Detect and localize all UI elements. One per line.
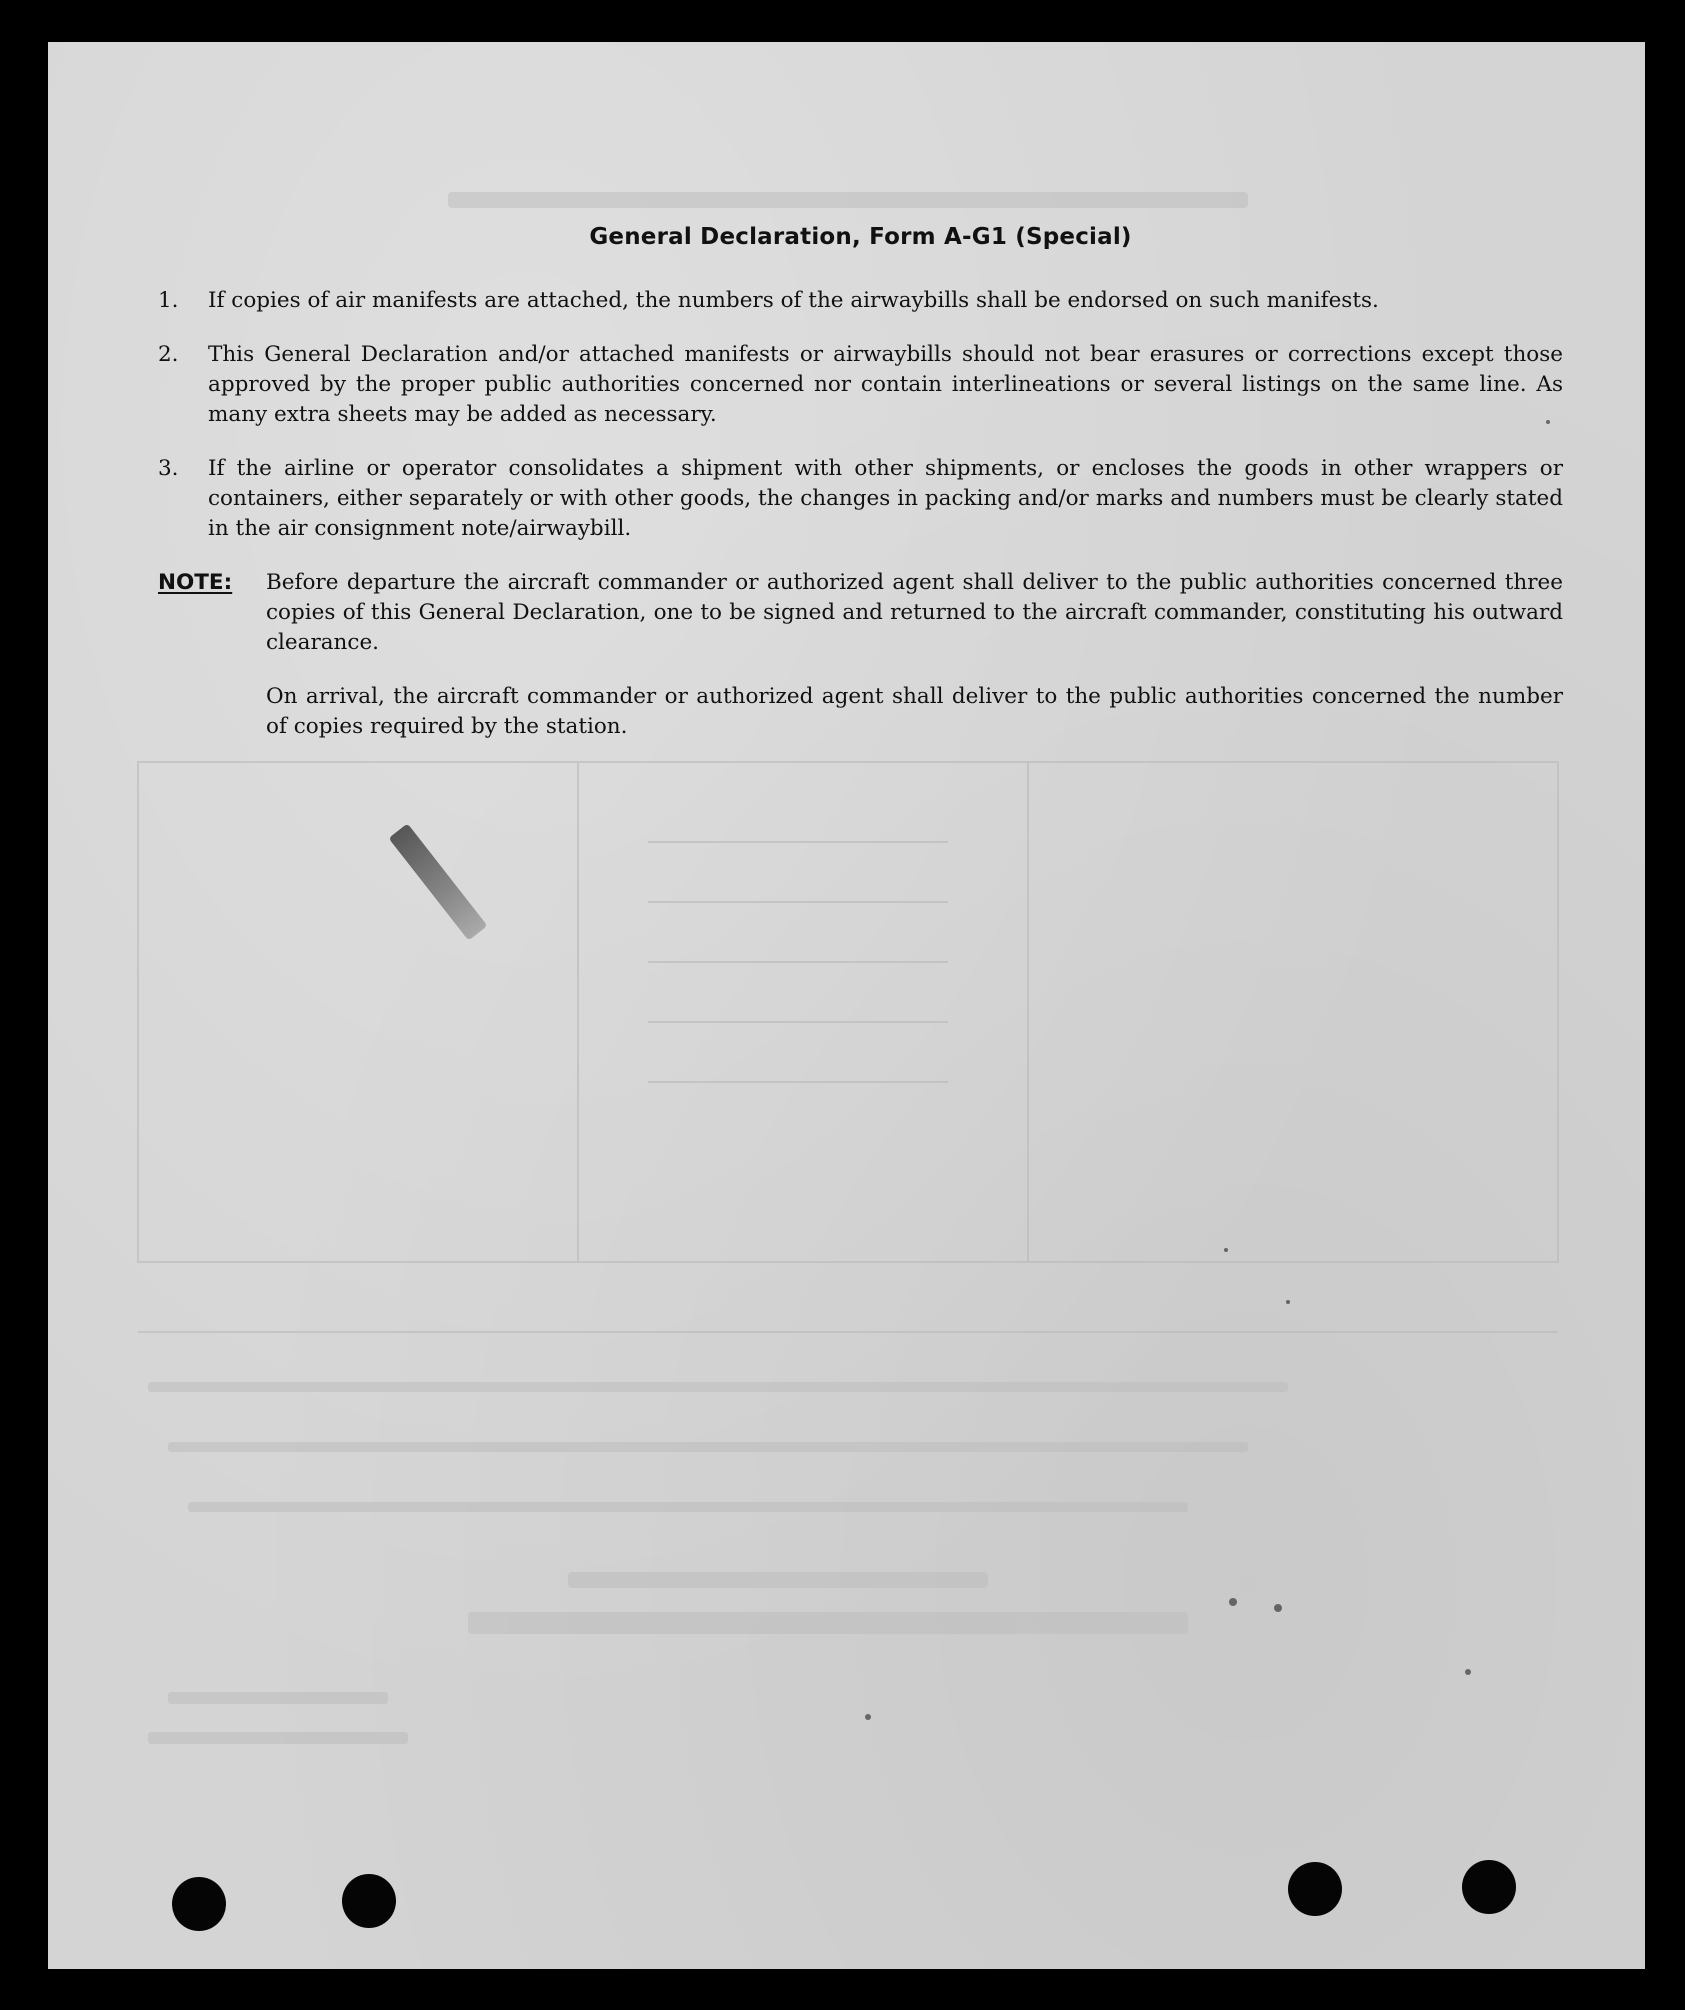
item-number: 3.	[158, 456, 179, 481]
note-paragraph: On arrival, the aircraft commander or authorized agent shall deliver to the public authorities concerned the number of copies required by the station.	[266, 684, 1563, 739]
punch-hole	[172, 1877, 226, 1931]
item-text: This General Declaration and/or attached manifests or airwaybills should not bear erasures or corrections except those approved by the proper public authorities concerned nor contain interlineations or several listings on the same line. As many extra sheets may be added as necessary.	[208, 342, 1563, 427]
document-page	[48, 42, 1645, 1969]
item-text: If copies of air manifests are attached, the numbers of the airwaybills shall be endorsed on such manifests.	[208, 288, 1379, 313]
list-item	[158, 454, 1563, 544]
note-label: NOTE:	[158, 570, 233, 595]
stamp-smudge	[389, 823, 488, 940]
item-text: If the airline or operator consolidates a shipment with other shipments, or encloses the goods in other wrappers or containers, either separately or with other goods, the changes in packing and/or marks and numbers must be clearly stated in the air consignment note/airwaybill.	[208, 456, 1563, 541]
note-section	[158, 568, 1563, 658]
punch-hole	[1462, 1860, 1516, 1914]
item-number: 2.	[158, 342, 179, 367]
declaration-text-block	[158, 222, 1563, 742]
item-number: 1.	[158, 288, 179, 313]
list-item	[158, 286, 1563, 316]
list-item	[158, 340, 1563, 430]
note-paragraph: Before departure the aircraft commander or authorized agent shall deliver to the public authorities concerned three copies of this General Declaration, one to be signed and returned to the aircraft commander, constituting his outward clearance.	[266, 570, 1563, 655]
punch-hole	[342, 1874, 396, 1928]
punch-hole	[1288, 1862, 1342, 1916]
document-title: General Declaration, Form A-G1 (Special)	[589, 224, 1132, 250]
